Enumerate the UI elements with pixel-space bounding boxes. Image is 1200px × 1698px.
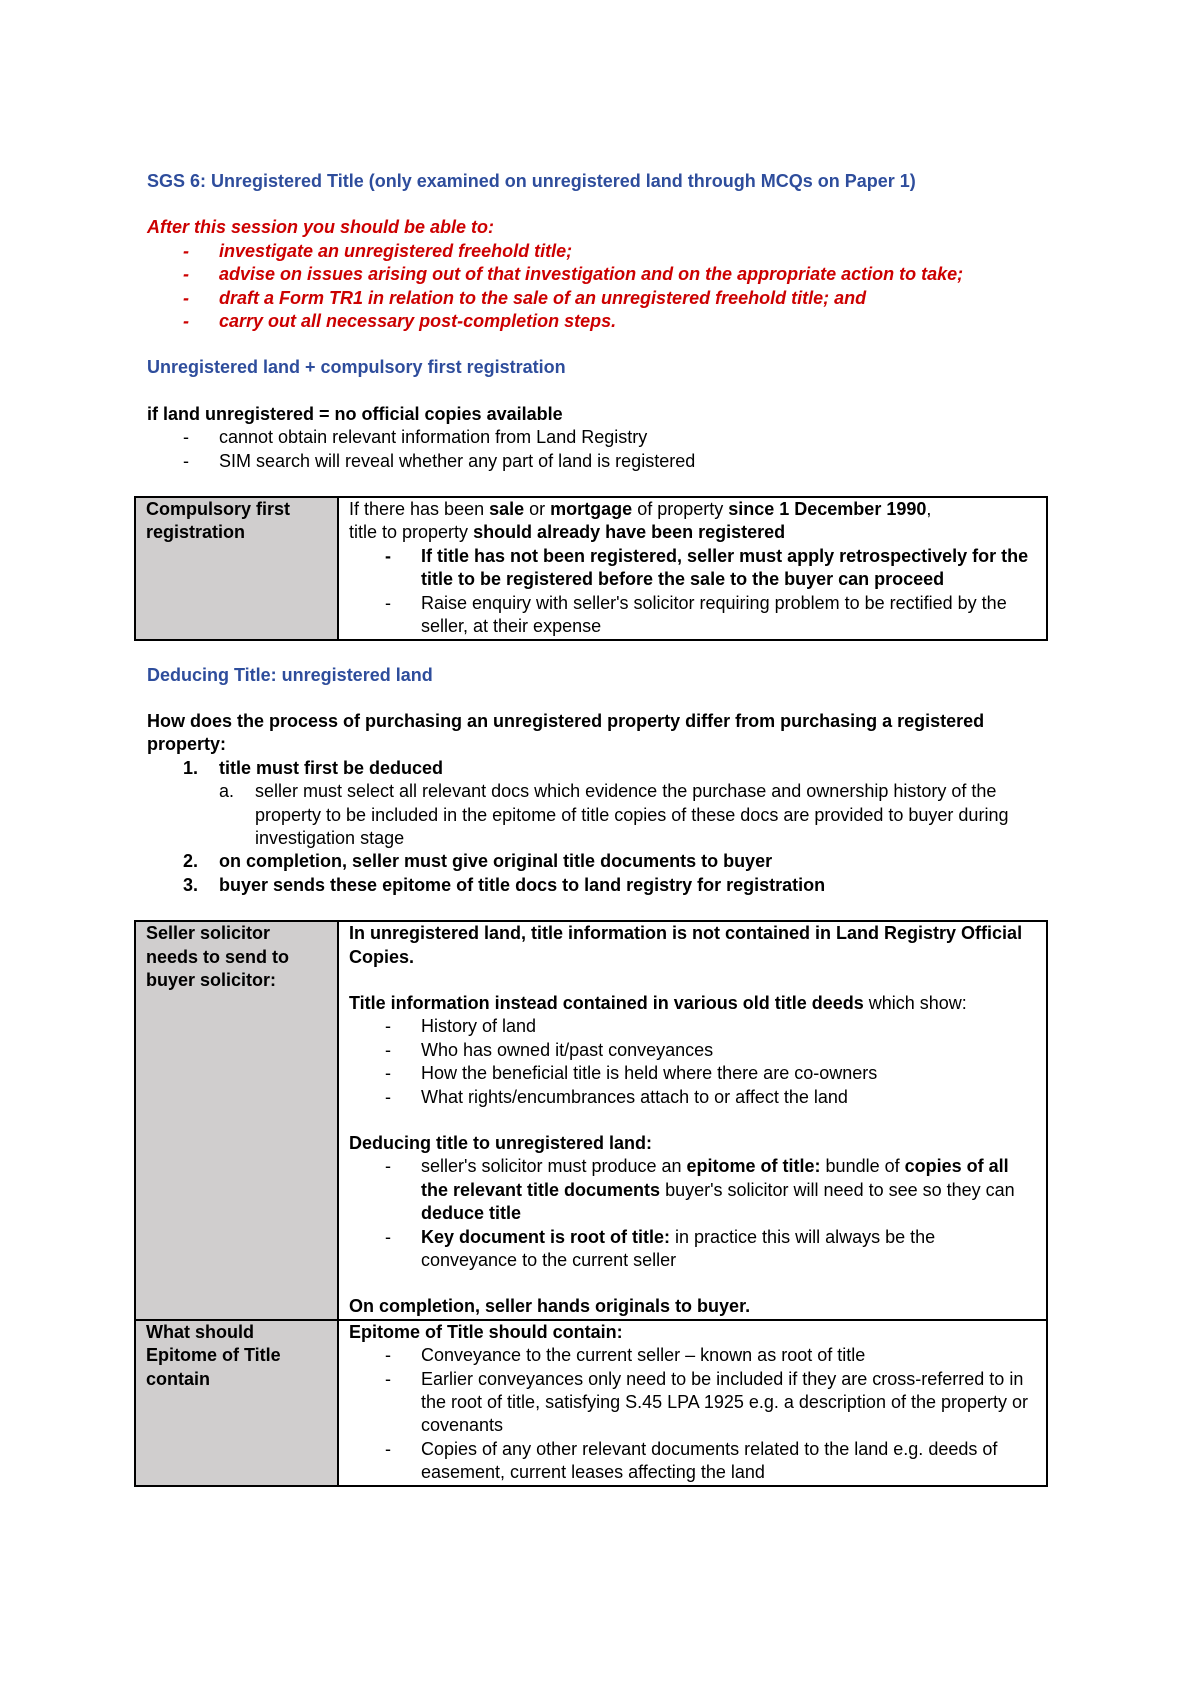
paragraph: If there has been sale or mortgage of property since 1 December 1990, xyxy=(349,499,932,520)
list-item: - seller's solicitor must produce an epitome of title: bundle of copies of all the relevant title documents buyer's solicitor will need to see so they can deduce title xyxy=(349,1155,1036,1225)
compulsory-registration-table xyxy=(134,496,1048,640)
list-item: - SIM search will reveal whether any part of land is registered xyxy=(147,450,1047,473)
section-heading: Deducing Title: unregistered land xyxy=(147,664,433,685)
paragraph: Epitome of Title should contain: xyxy=(349,1321,623,1342)
section-question: How does the process of purchasing an unregistered property differ from purchasing a registered property: xyxy=(147,710,985,755)
document-page xyxy=(147,170,1047,1487)
list-item: - Key document is root of title: in practice this will always be the conveyance to the current seller xyxy=(349,1226,1036,1273)
list-item: 1. title must first be deduced a. seller must select all relevant docs which evidence the purchase and ownership history of the property to be included in the epitome of title copies of these docs are provided to buyer during investigation stage xyxy=(147,757,1047,851)
table-row xyxy=(135,921,1047,1320)
table-row xyxy=(135,1320,1047,1486)
objective-item: - carry out all necessary post-completion steps. xyxy=(147,310,1047,333)
paragraph: title to property should already have been registered xyxy=(349,522,786,543)
list-item: 3. buyer sends these epitome of title docs to land registry for registration xyxy=(183,874,826,895)
list-item: - Conveyance to the current seller – known as root of title xyxy=(349,1344,1036,1367)
bullet-list xyxy=(349,1155,1036,1272)
list-item: - Who has owned it/past conveyances xyxy=(349,1039,1036,1062)
list-item: 2. on completion, seller must give original title documents to buyer xyxy=(183,851,773,872)
row-content xyxy=(338,921,1047,1320)
numbered-list xyxy=(147,757,1047,897)
document-title: SGS 6: Unregistered Title (only examined on unregistered land through MCQs on Paper 1) xyxy=(147,171,916,191)
sub-list xyxy=(219,780,1047,850)
epitome-table xyxy=(134,920,1048,1487)
objective-item: - advise on issues arising out of that investigation and on the appropriate action to take; xyxy=(147,263,1047,286)
objectives-list xyxy=(147,240,1047,334)
row-label: What should Epitome of Title contain xyxy=(135,1320,338,1486)
row-label: Seller solicitor needs to send to buyer solicitor: xyxy=(135,921,338,1320)
row-content xyxy=(338,1320,1047,1486)
list-item: - Earlier conveyances only need to be included if they are cross-referred to in the root of title, satisfying S.45 LPA 1925 e.g. a description of the property or covenants xyxy=(349,1368,1036,1438)
list-item: - cannot obtain relevant information from Land Registry xyxy=(147,426,1047,449)
list-item: - Copies of any other relevant documents related to the land e.g. deeds of easement, current leases affecting the land xyxy=(349,1438,1036,1485)
bullet-list xyxy=(349,545,1036,639)
list-item: - How the beneficial title is held where there are co-owners xyxy=(349,1062,1036,1085)
section-list xyxy=(147,426,1047,473)
section-lead: if land unregistered = no official copies available xyxy=(147,403,563,424)
row-label: Compulsory first registration xyxy=(135,497,338,639)
list-item: - If title has not been registered, seller must apply retrospectively for the title to be registered before the sale to the buyer can proceed xyxy=(349,545,1036,592)
list-item: - What rights/encumbrances attach to or affect the land xyxy=(349,1086,1036,1109)
list-item: - History of land xyxy=(349,1015,1036,1038)
row-content xyxy=(338,497,1047,639)
paragraph: In unregistered land, title information is not contained in Land Registry Official Copies. xyxy=(349,923,1023,967)
list-item: a. seller must select all relevant docs which evidence the purchase and ownership history of the property to be included in the epitome of title copies of these docs are provided to buyer during investigation stage xyxy=(219,781,1009,848)
objectives-intro: After this session you should be able to: xyxy=(147,217,495,238)
bullet-list xyxy=(349,1015,1036,1109)
objective-item: - draft a Form TR1 in relation to the sale of an unregistered freehold title; and xyxy=(147,287,1047,310)
paragraph: Deducing title to unregistered land: xyxy=(349,1133,653,1153)
paragraph: Title information instead contained in various old title deeds which show: xyxy=(349,992,967,1013)
objective-item: - investigate an unregistered freehold title; xyxy=(147,240,1047,263)
section-heading: Unregistered land + compulsory first registration xyxy=(147,357,566,378)
table-row xyxy=(135,497,1047,639)
bullet-list xyxy=(349,1344,1036,1484)
list-item: - Raise enquiry with seller's solicitor requiring problem to be rectified by the seller, at their expense xyxy=(349,592,1036,639)
paragraph: On completion, seller hands originals to buyer. xyxy=(349,1296,751,1317)
